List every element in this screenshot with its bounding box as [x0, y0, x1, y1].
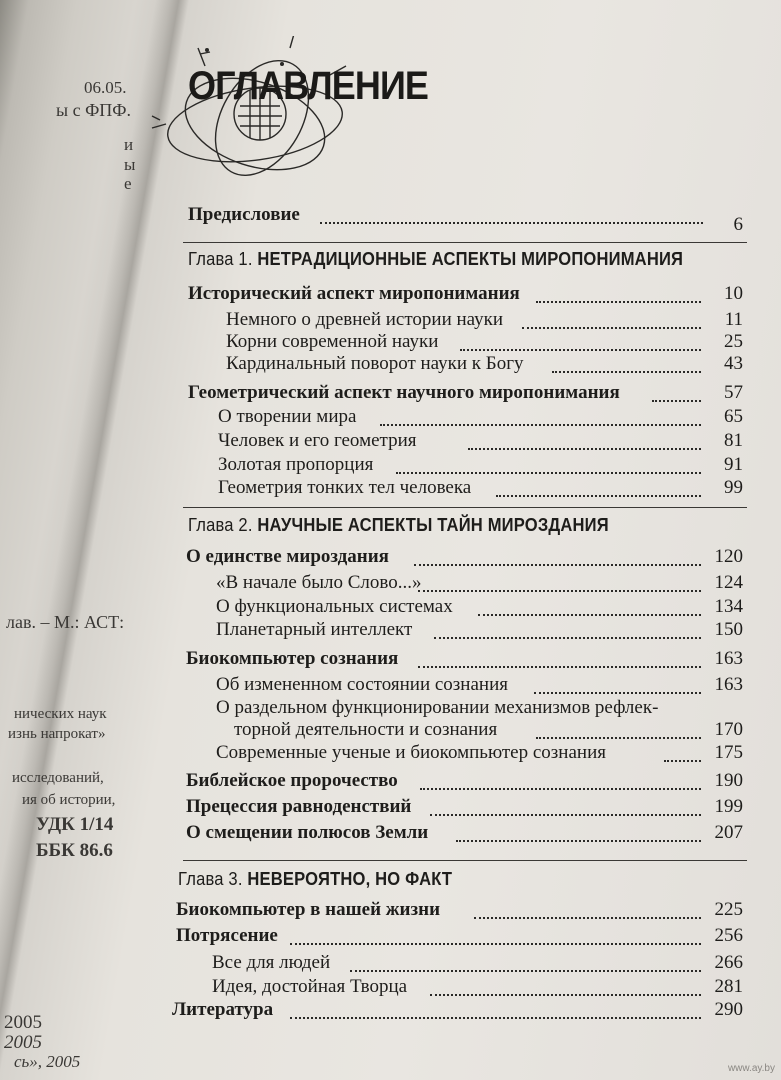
toc-entry-label: Библейское пророчество — [186, 770, 398, 791]
left-page-text: ы — [124, 155, 136, 174]
toc-entry-page: 43 — [724, 353, 743, 374]
toc-entry-section[interactable] — [0, 648, 781, 674]
toc-entry-section[interactable] — [0, 925, 781, 951]
toc-entry-label: О смещении полюсов Земли — [186, 822, 429, 843]
toc-entry-page: 120 — [714, 546, 743, 567]
left-page-text: исследований, — [12, 770, 104, 786]
left-page-text: 2005 — [4, 1032, 42, 1053]
toc-entry-label: О раздельном функционировании механизмов рефлек- — [216, 697, 659, 718]
toc-entry-label: Об измененном состоянии сознания — [216, 674, 508, 695]
toc-entry-label: Предисловие — [188, 204, 300, 225]
toc-entry-page: 91 — [724, 454, 743, 475]
chapter-prefix: Глава 3. — [178, 869, 243, 889]
leader-dots — [430, 994, 701, 996]
leader-dots — [350, 970, 701, 972]
leader-dots — [468, 448, 701, 450]
toc-entry-section[interactable] — [0, 283, 781, 309]
left-page-text: ы с ФПФ. — [56, 100, 132, 120]
toc-entry-subsection[interactable] — [0, 952, 781, 978]
toc-entry-label: Геометрия тонких тел человека — [218, 477, 472, 498]
toc-entry-page: 10 — [724, 283, 743, 304]
leader-dots — [418, 666, 701, 668]
left-page-text: ия об истории, — [22, 792, 116, 808]
toc-entry-subsection[interactable] — [0, 430, 781, 456]
toc-entry-section[interactable] — [0, 796, 781, 822]
divider — [183, 507, 747, 508]
toc-entry-label: Биокомпьютер в нашей жизни — [176, 899, 441, 920]
toc-entry-page: 225 — [714, 899, 743, 920]
toc-entry-subsection[interactable] — [0, 572, 781, 598]
toc-entry-page: 11 — [724, 309, 743, 330]
leader-dots — [418, 590, 701, 592]
leader-dots — [380, 424, 701, 426]
toc-entry-page: 290 — [714, 999, 743, 1020]
leader-dots — [460, 349, 701, 351]
toc-entry-subsection[interactable] — [0, 742, 781, 768]
toc-entry-page: 6 — [733, 214, 743, 235]
toc-entry-label: Современные ученые и биокомпьютер сознания — [216, 742, 606, 763]
leader-dots — [534, 692, 701, 694]
toc-entry-page: 281 — [714, 976, 743, 997]
chapter-title: НЕВЕРОЯТНО, НО ФАКТ — [247, 869, 453, 889]
divider — [183, 860, 747, 861]
left-page-udk: УДК 1/14 — [36, 814, 114, 835]
toc-entry-page: 163 — [714, 648, 743, 669]
leader-dots — [536, 301, 701, 303]
leader-dots — [414, 564, 701, 566]
leader-dots — [478, 614, 701, 616]
toc-entry-section[interactable] — [0, 822, 781, 848]
leader-dots — [536, 737, 701, 739]
toc-entry-label: О творении мира — [218, 406, 357, 427]
left-page-text: е — [124, 174, 132, 193]
watermark: www.ay.by — [727, 1063, 775, 1074]
leader-dots — [434, 637, 701, 639]
divider — [183, 242, 747, 243]
leader-dots — [552, 371, 701, 373]
toc-entry-page: 25 — [724, 331, 743, 352]
left-page-text: нических наук — [14, 706, 107, 722]
chapter-heading — [188, 515, 609, 536]
leader-dots — [664, 760, 701, 762]
toc-entry-page: 256 — [714, 925, 743, 946]
toc-entry-page: 150 — [714, 619, 743, 640]
leader-dots — [290, 1017, 701, 1019]
left-page-text: 2005 — [4, 1012, 42, 1033]
toc-entry-label: Литература — [172, 999, 274, 1020]
left-page-text: и — [124, 135, 134, 154]
left-page-text: лав. – М.: АСТ: — [6, 612, 125, 632]
toc-entry-page: 134 — [714, 596, 743, 617]
toc-entry-page: 199 — [714, 796, 743, 817]
chapter-title: НАУЧНЫЕ АСПЕКТЫ ТАЙН МИРОЗДАНИЯ — [257, 515, 609, 535]
toc-entry-label: Идея, достойная Творца — [212, 976, 408, 997]
toc-entry-label: «В начале было Слово...» — [216, 572, 422, 593]
toc-entry-page: 124 — [714, 572, 743, 593]
toc-entry-page: 175 — [714, 742, 743, 763]
toc-entry-label: Человек и его геометрия — [218, 430, 417, 451]
toc-entry-label: Исторический аспект миропонимания — [188, 283, 520, 304]
toc-entry-page: 163 — [714, 674, 743, 695]
toc-entry-section[interactable] — [0, 382, 781, 408]
toc-entry-subsection[interactable] — [0, 477, 781, 503]
toc-entry-subsection[interactable] — [0, 406, 781, 432]
toc-entry-label: Кардинальный поворот науки к Богу — [226, 353, 524, 374]
toc-entry-page: 190 — [714, 770, 743, 791]
leader-dots — [430, 814, 701, 816]
leader-dots — [474, 917, 701, 919]
leader-dots — [290, 943, 701, 945]
leader-dots — [456, 840, 701, 842]
chapter-title: НЕТРАДИЦИОННЫЕ АСПЕКТЫ МИРОПОНИМАНИЯ — [257, 249, 684, 269]
toc-entry-section[interactable] — [0, 899, 781, 925]
toc-entry-label: Прецессия равноденствий — [186, 796, 412, 817]
left-page-text: 06.05. — [84, 78, 127, 97]
toc-entry-label: Планетарный интеллект — [216, 619, 413, 640]
toc-entry-page-row — [0, 214, 781, 240]
toc-entry-section[interactable] — [0, 546, 781, 572]
toc-entry-label: Биокомпьютер сознания — [186, 648, 399, 669]
toc-entry-label: Геометрический аспект научного миропонимания — [188, 382, 620, 403]
toc-entry-page: 81 — [724, 430, 743, 451]
toc-entry-label: О функциональных системах — [216, 596, 453, 617]
leader-dots — [652, 400, 701, 402]
toc-entry-label: Корни современной науки — [226, 331, 439, 352]
toc-entry-label: Все для людей — [212, 952, 331, 973]
toc-entry-page: 170 — [714, 719, 743, 740]
chapter-prefix: Глава 2. — [188, 515, 253, 535]
toc-entry-subsection[interactable] — [0, 353, 781, 379]
leader-dots — [396, 472, 701, 474]
chapter-heading — [178, 869, 452, 890]
toc-entry-page: 266 — [714, 952, 743, 973]
toc-entry-section[interactable] — [0, 770, 781, 796]
left-page-bbk: ББК 86.6 — [36, 840, 113, 861]
toc-entry-section[interactable] — [0, 999, 781, 1025]
leader-dots — [420, 788, 701, 790]
leader-dots — [496, 495, 701, 497]
globe-orbits-emblem — [150, 36, 360, 206]
chapter-heading — [188, 249, 683, 270]
toc-entry-label: О единстве мироздания — [186, 546, 389, 567]
toc-entry-label: Золотая пропорция — [218, 454, 374, 475]
leader-dots — [522, 327, 701, 329]
toc-entry-label: Немного о древней истории науки — [226, 309, 504, 330]
toc-entry-page: 57 — [724, 382, 743, 403]
toc-entry-page: 99 — [724, 477, 743, 498]
chapter-prefix: Глава 1. — [188, 249, 253, 269]
left-page-text: сь», 2005 — [14, 1052, 81, 1071]
toc-entry-subsection[interactable] — [0, 619, 781, 645]
toc-entry-label: торной деятельности и сознания — [234, 719, 498, 740]
toc-entry-page: 65 — [724, 406, 743, 427]
left-page-text: изнь напрокат» — [8, 726, 106, 742]
page-title: ОГЛАВЛЕНИЕ — [188, 64, 429, 108]
toc-entry-page: 207 — [714, 822, 743, 843]
toc-entry-label: Потрясение — [176, 925, 278, 946]
